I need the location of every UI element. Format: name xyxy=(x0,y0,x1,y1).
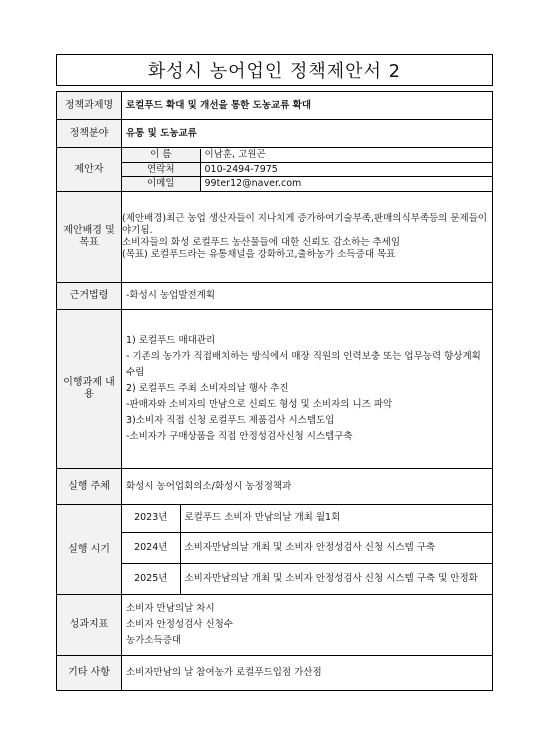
schedule-text: 소비자만남의날 개최 및 소비자 안정성검사 신청 시스템 구축 및 안정화 xyxy=(184,572,478,584)
task-name-label: 정책과제명 xyxy=(57,92,122,120)
proposer-contact-label: 연락처 xyxy=(122,163,200,177)
row-background xyxy=(57,192,493,283)
task-name-value: 로컬푸드 확대 및 개선을 통한 도농교류 확대 xyxy=(122,92,493,120)
content-line: - 기존의 농가가 직접배치하는 방식에서 매장 직원의 인력보충 또는 업무능력 향상계획수립 xyxy=(126,351,481,378)
content-line: 3)소비자 직접 신청 로컬푸드 제품검사 시스템도입 xyxy=(126,415,335,426)
background-line: 소비자들의 화성 로컬푸드 농산물들에 대한 신뢰도 감소하는 추세임 xyxy=(122,237,401,248)
kpi-line: 농가소득증대 xyxy=(126,635,182,646)
proposer-name: 이남훈, 고원곤 xyxy=(200,149,492,163)
proposer-contact: 010-2494-7975 xyxy=(200,163,492,177)
schedule-year: 2023년 xyxy=(122,505,180,532)
row-law xyxy=(57,283,493,310)
schedule-text: 로컬푸드 소비자 만남의날 개최 월1회 xyxy=(180,505,492,532)
row-content xyxy=(57,310,493,469)
row-executor xyxy=(57,469,493,505)
proposer-inner-table xyxy=(122,149,492,191)
background-label: 제안배경 및 목표 xyxy=(57,192,122,283)
row-proposer xyxy=(57,148,493,192)
content-line: -판매자와 소비자의 만남으로 신뢰도 형성 및 소비자의 니즈 파악 xyxy=(126,399,393,410)
schedule-inner-table xyxy=(122,505,492,594)
proposer-name-label: 이 름 xyxy=(122,149,200,163)
document-title: 화성시 농어업인 정책제안서 2 xyxy=(56,54,493,86)
content-line: 1) 로컬푸드 매대관리 xyxy=(126,335,216,346)
row-kpi xyxy=(57,595,493,656)
content-line: 2) 로컬푸드 주최 소비자의날 행사 추진 xyxy=(126,383,289,394)
proposal-table xyxy=(56,91,493,691)
law-label: 근거법령 xyxy=(57,283,122,310)
proposer-label: 제안자 xyxy=(57,148,122,192)
kpi-label: 성과지표 xyxy=(57,595,122,656)
content-label: 이행과제 내용 xyxy=(57,310,122,469)
schedule-year: 2024년 xyxy=(122,532,180,563)
schedule-year: 2025년 xyxy=(122,563,180,594)
executor-label: 실행 주체 xyxy=(57,469,122,505)
executor-value: 화성시 농어업회의소/화성시 농정정책과 xyxy=(122,469,493,505)
law-value: -화성시 농업발전계획 xyxy=(122,283,493,310)
etc-label: 기타 사항 xyxy=(57,656,122,691)
row-field xyxy=(57,120,493,148)
proposer-email: 99ter12@naver.com xyxy=(204,177,302,189)
row-task-name xyxy=(57,92,493,120)
field-value: 유통 및 도농교류 xyxy=(122,120,493,148)
schedule-label: 실행 시기 xyxy=(57,505,122,595)
kpi-line: 소비자 안정성검사 신청수 xyxy=(126,619,233,630)
field-label: 정책분야 xyxy=(57,120,122,148)
schedule-text: 소비자만남의날 개최 및 소비자 안정성검사 신청 시스템 구축 xyxy=(180,532,492,563)
etc-value: 소비자만남의 날 참여농가 로컬푸드입점 가산점 xyxy=(122,656,493,691)
row-schedule xyxy=(57,505,493,595)
background-line: (목표) 로컬푸드라는 유통채널을 강화하고,출하농가 소득증대 목표 xyxy=(122,249,396,260)
background-line: (제안배경)최근 농업 생산자들이 지나치게 증가하여기술부족,판매의식부족등의 문제들이 야기됨. xyxy=(122,213,488,236)
row-etc xyxy=(57,656,493,691)
proposer-email-label: 이메일 xyxy=(122,177,200,191)
kpi-line: 소비자 만남의날 차시 xyxy=(126,603,215,614)
content-line: -소비자가 구매상품을 직접 안정성검사신청 시스템구축 xyxy=(126,431,353,442)
